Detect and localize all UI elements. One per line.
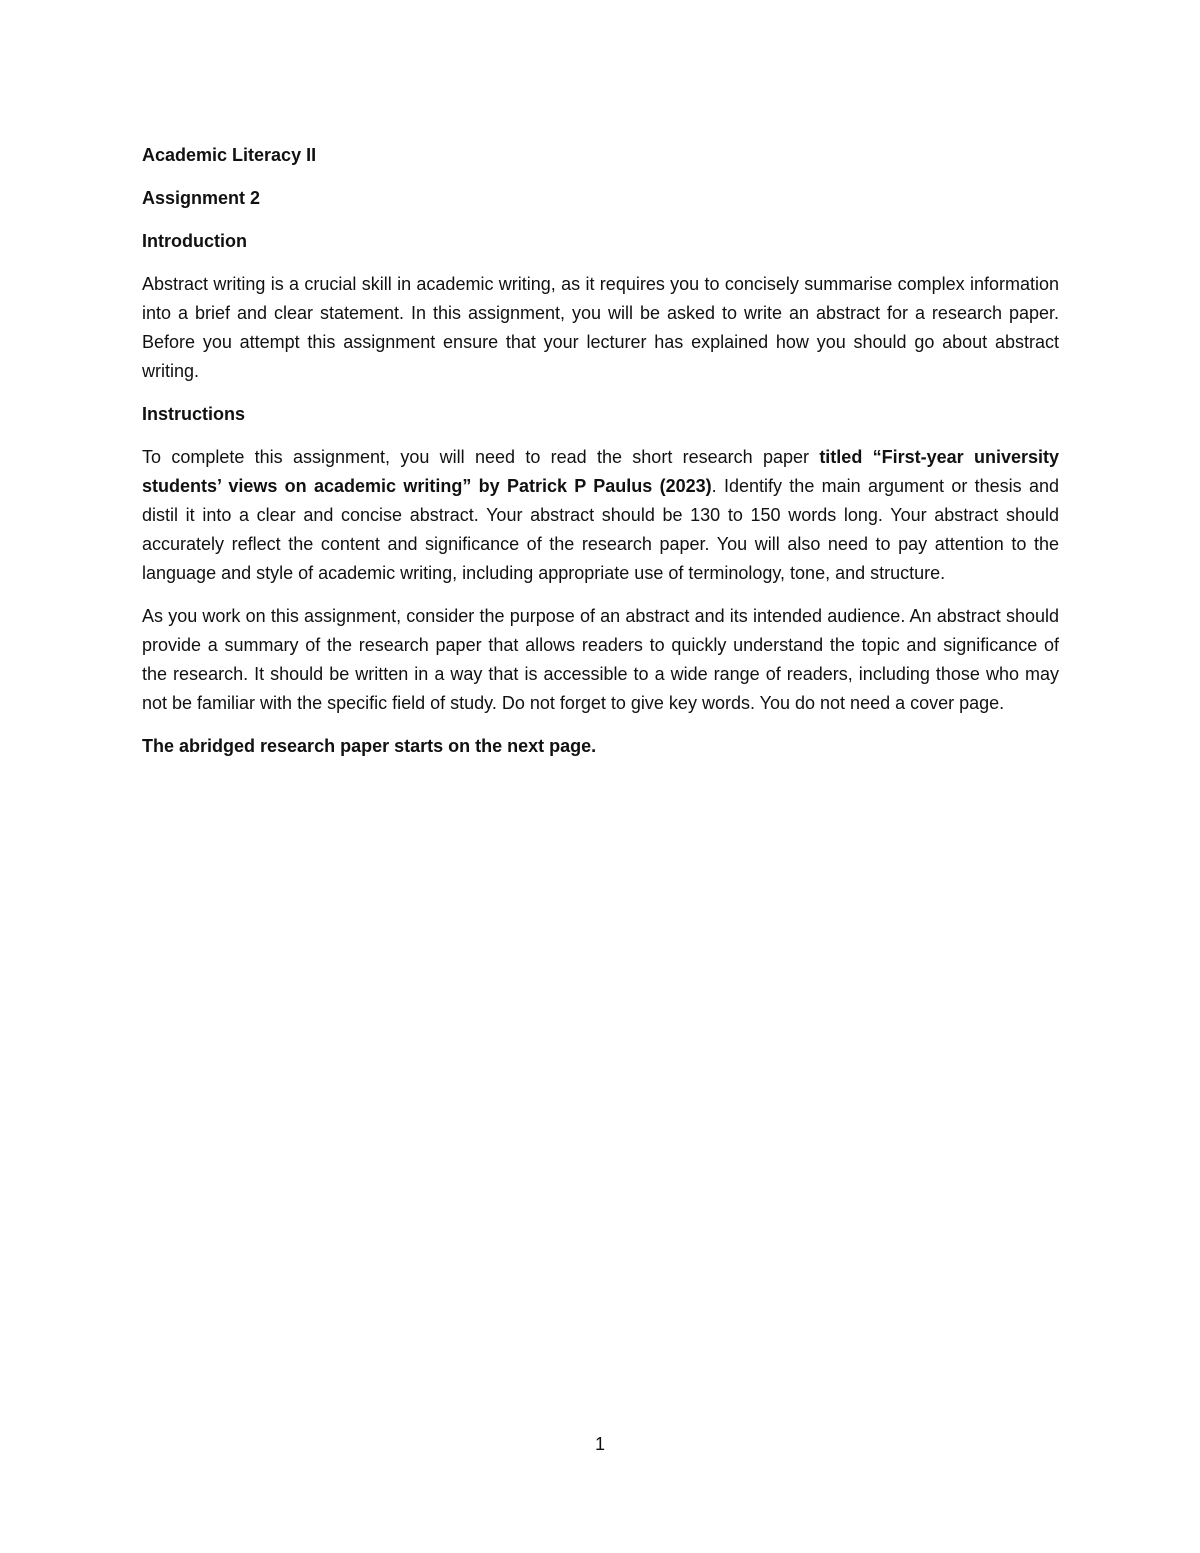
course-title: Academic Literacy II: [142, 145, 317, 165]
instructions-p1-end: . Identify the main argument or thesis and distil it into a clear and concise abstract. Your abstract should be 130 to 150 words long. Your abstract should accurately reflect the content and significance of the research paper. You will also need to pay attention to the language and style of academic writing, including appropriate use of terminology, tone, and structure.: [142, 476, 1059, 583]
instructions-heading: Instructions: [142, 404, 246, 424]
introduction-paragraph: Abstract writing is a crucial skill in academic writing, as it requires you to concisely summarise complex information into a brief and clear statement. In this assignment, you will be asked to write an abstract for a research paper. Before you attempt this assignment ensure that your lecturer has explained how you should go about abstract writing.: [142, 274, 1059, 381]
instructions-p1-start: To complete this assignment, you will need to read the short research paper: [142, 447, 820, 467]
instructions-paragraph-2: As you work on this assignment, consider the purpose of an abstract and its intended audience. An abstract should provide a summary of the research paper that allows readers to quickly understand the topic and significance of the research. It should be written in a way that is accessible to a wide range of readers, including those who may not be familiar with the specific field of study. Do not forget to give key words. You do not need a cover page.: [142, 606, 1059, 713]
page-number: 1: [594, 1434, 605, 1454]
assignment-title: Assignment 2: [142, 188, 261, 208]
closing-note: The abridged research paper starts on the next page.: [142, 736, 597, 756]
instructions-paragraph-1: [142, 443, 1059, 588]
document-body: [142, 141, 1059, 775]
introduction-heading: Introduction: [142, 231, 247, 251]
paper-title-reference: titled “First-year university students’ views on academic writing” by Patrick P Paulus (2023): [142, 447, 1059, 496]
